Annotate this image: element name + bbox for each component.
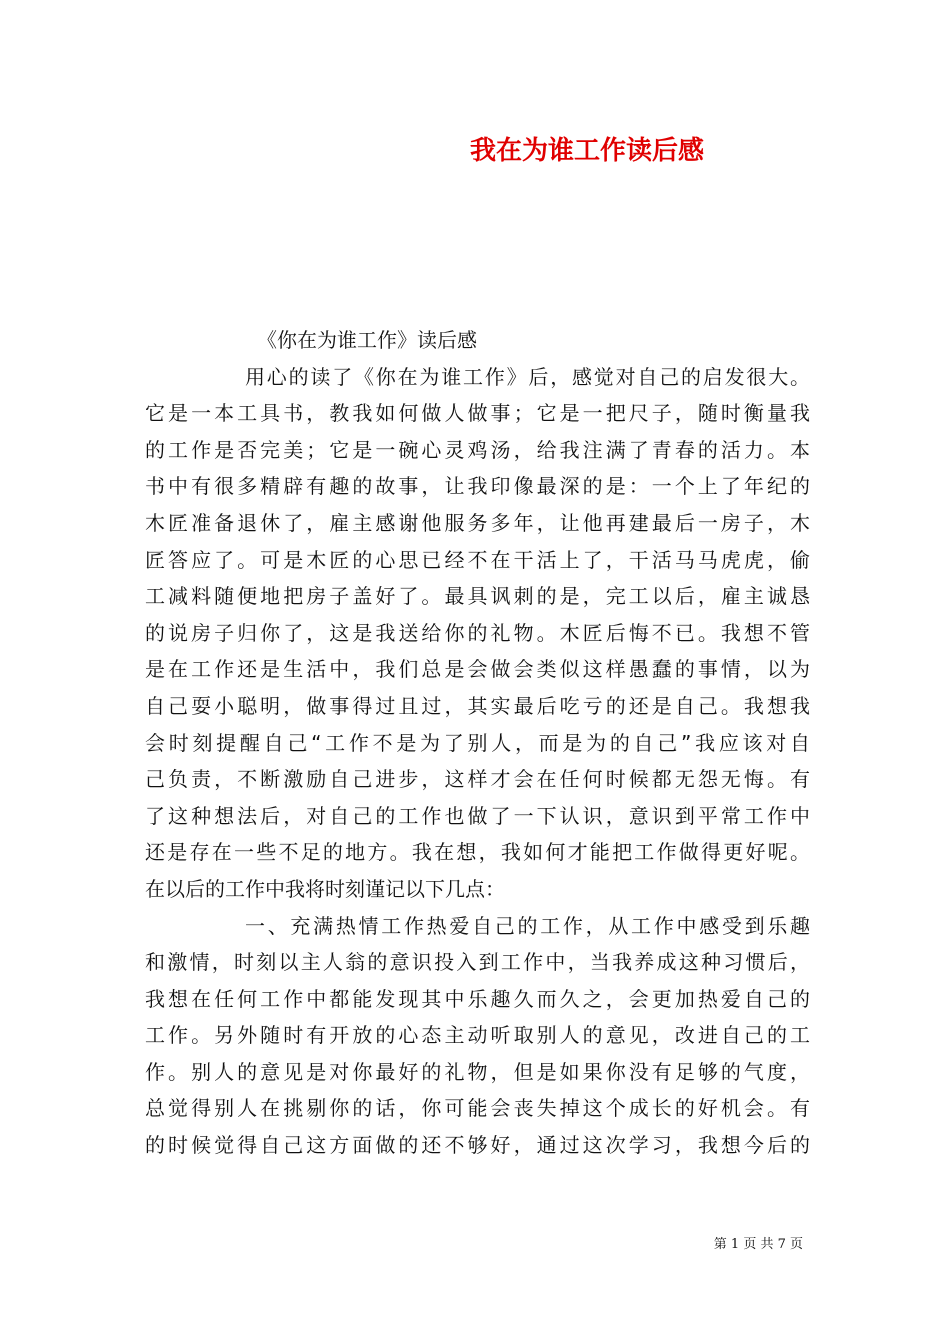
paragraph-line: 了这种想法后，对自己的工作也做了一下认识，意识到平常工作中 bbox=[145, 803, 810, 828]
paragraph-line: 还是存在一些不足的地方。我在想，我如何才能把工作做得更好呢。 bbox=[145, 840, 810, 865]
paragraph-line: 工作。另外随时有开放的心态主动听取别人的意见，改进自己的工 bbox=[145, 1023, 810, 1048]
paragraph-line: 的工作是否完美；它是一碗心灵鸡汤，给我注满了青春的活力。本 bbox=[145, 437, 810, 462]
paragraph-line: 一、充满热情工作热爱自己的工作，从工作中感受到乐趣 bbox=[245, 913, 810, 938]
document-subtitle: 《你在为谁工作》读后感 bbox=[257, 328, 477, 352]
page-footer: 第 1 页 共 7 页 bbox=[713, 1237, 803, 1252]
paragraph-line: 我想在任何工作中都能发现其中乐趣久而久之，会更加热爱自己的 bbox=[145, 986, 810, 1011]
paragraph-line: 己负责，不断激励自己进步，这样才会在任何时候都无怨无悔。有 bbox=[145, 767, 810, 792]
document-body bbox=[145, 322, 810, 1164]
paragraph-line: 作。别人的意见是对你最好的礼物，但是如果你没有足够的气度， bbox=[145, 1059, 810, 1084]
paragraph-line: 在以后的工作中我将时刻谨记以下几点： bbox=[145, 876, 505, 901]
paragraph-line: 总觉得别人在挑剔你的话，你可能会丧失掉这个成长的好机会。有 bbox=[145, 1096, 810, 1121]
paragraph-line: 会时刻提醒自己“工作不是为了别人，而是为的自己”我应该对自 bbox=[145, 730, 810, 755]
paragraph-line: 是在工作还是生活中，我们总是会做会类似这样愚蠢的事情，以为 bbox=[145, 657, 810, 682]
document-title: 我在为谁工作读后感 bbox=[470, 136, 705, 166]
paragraph-line: 木匠准备退休了，雇主感谢他服务多年，让他再建最后一房子，木 bbox=[145, 510, 810, 535]
paragraph-line: 它是一本工具书，教我如何做人做事；它是一把尺子，随时衡量我 bbox=[145, 401, 810, 426]
paragraph-line: 匠答应了。可是木匠的心思已经不在干活上了，干活马马虎虎，偷 bbox=[145, 547, 810, 572]
paragraph-line: 工减料随便地把房子盖好了。最具讽刺的是，完工以后，雇主诚恳 bbox=[145, 584, 810, 609]
paragraph-line: 书中有很多精辟有趣的故事，让我印像最深的是：一个上了年纪的 bbox=[145, 474, 810, 499]
paragraph-line: 用心的读了《你在为谁工作》后，感觉对自己的启发很大。 bbox=[245, 364, 810, 389]
paragraph-line: 的说房子归你了，这是我送给你的礼物。木匠后悔不已。我想不管 bbox=[145, 620, 810, 645]
paragraph-line: 的时候觉得自己这方面做的还不够好，通过这次学习，我想今后的 bbox=[145, 1133, 810, 1158]
paragraph-line: 和激情，时刻以主人翁的意识投入到工作中，当我养成这种习惯后， bbox=[145, 950, 810, 975]
paragraph-line: 自己耍小聪明，做事得过且过，其实最后吃亏的还是自己。我想我 bbox=[145, 693, 810, 718]
